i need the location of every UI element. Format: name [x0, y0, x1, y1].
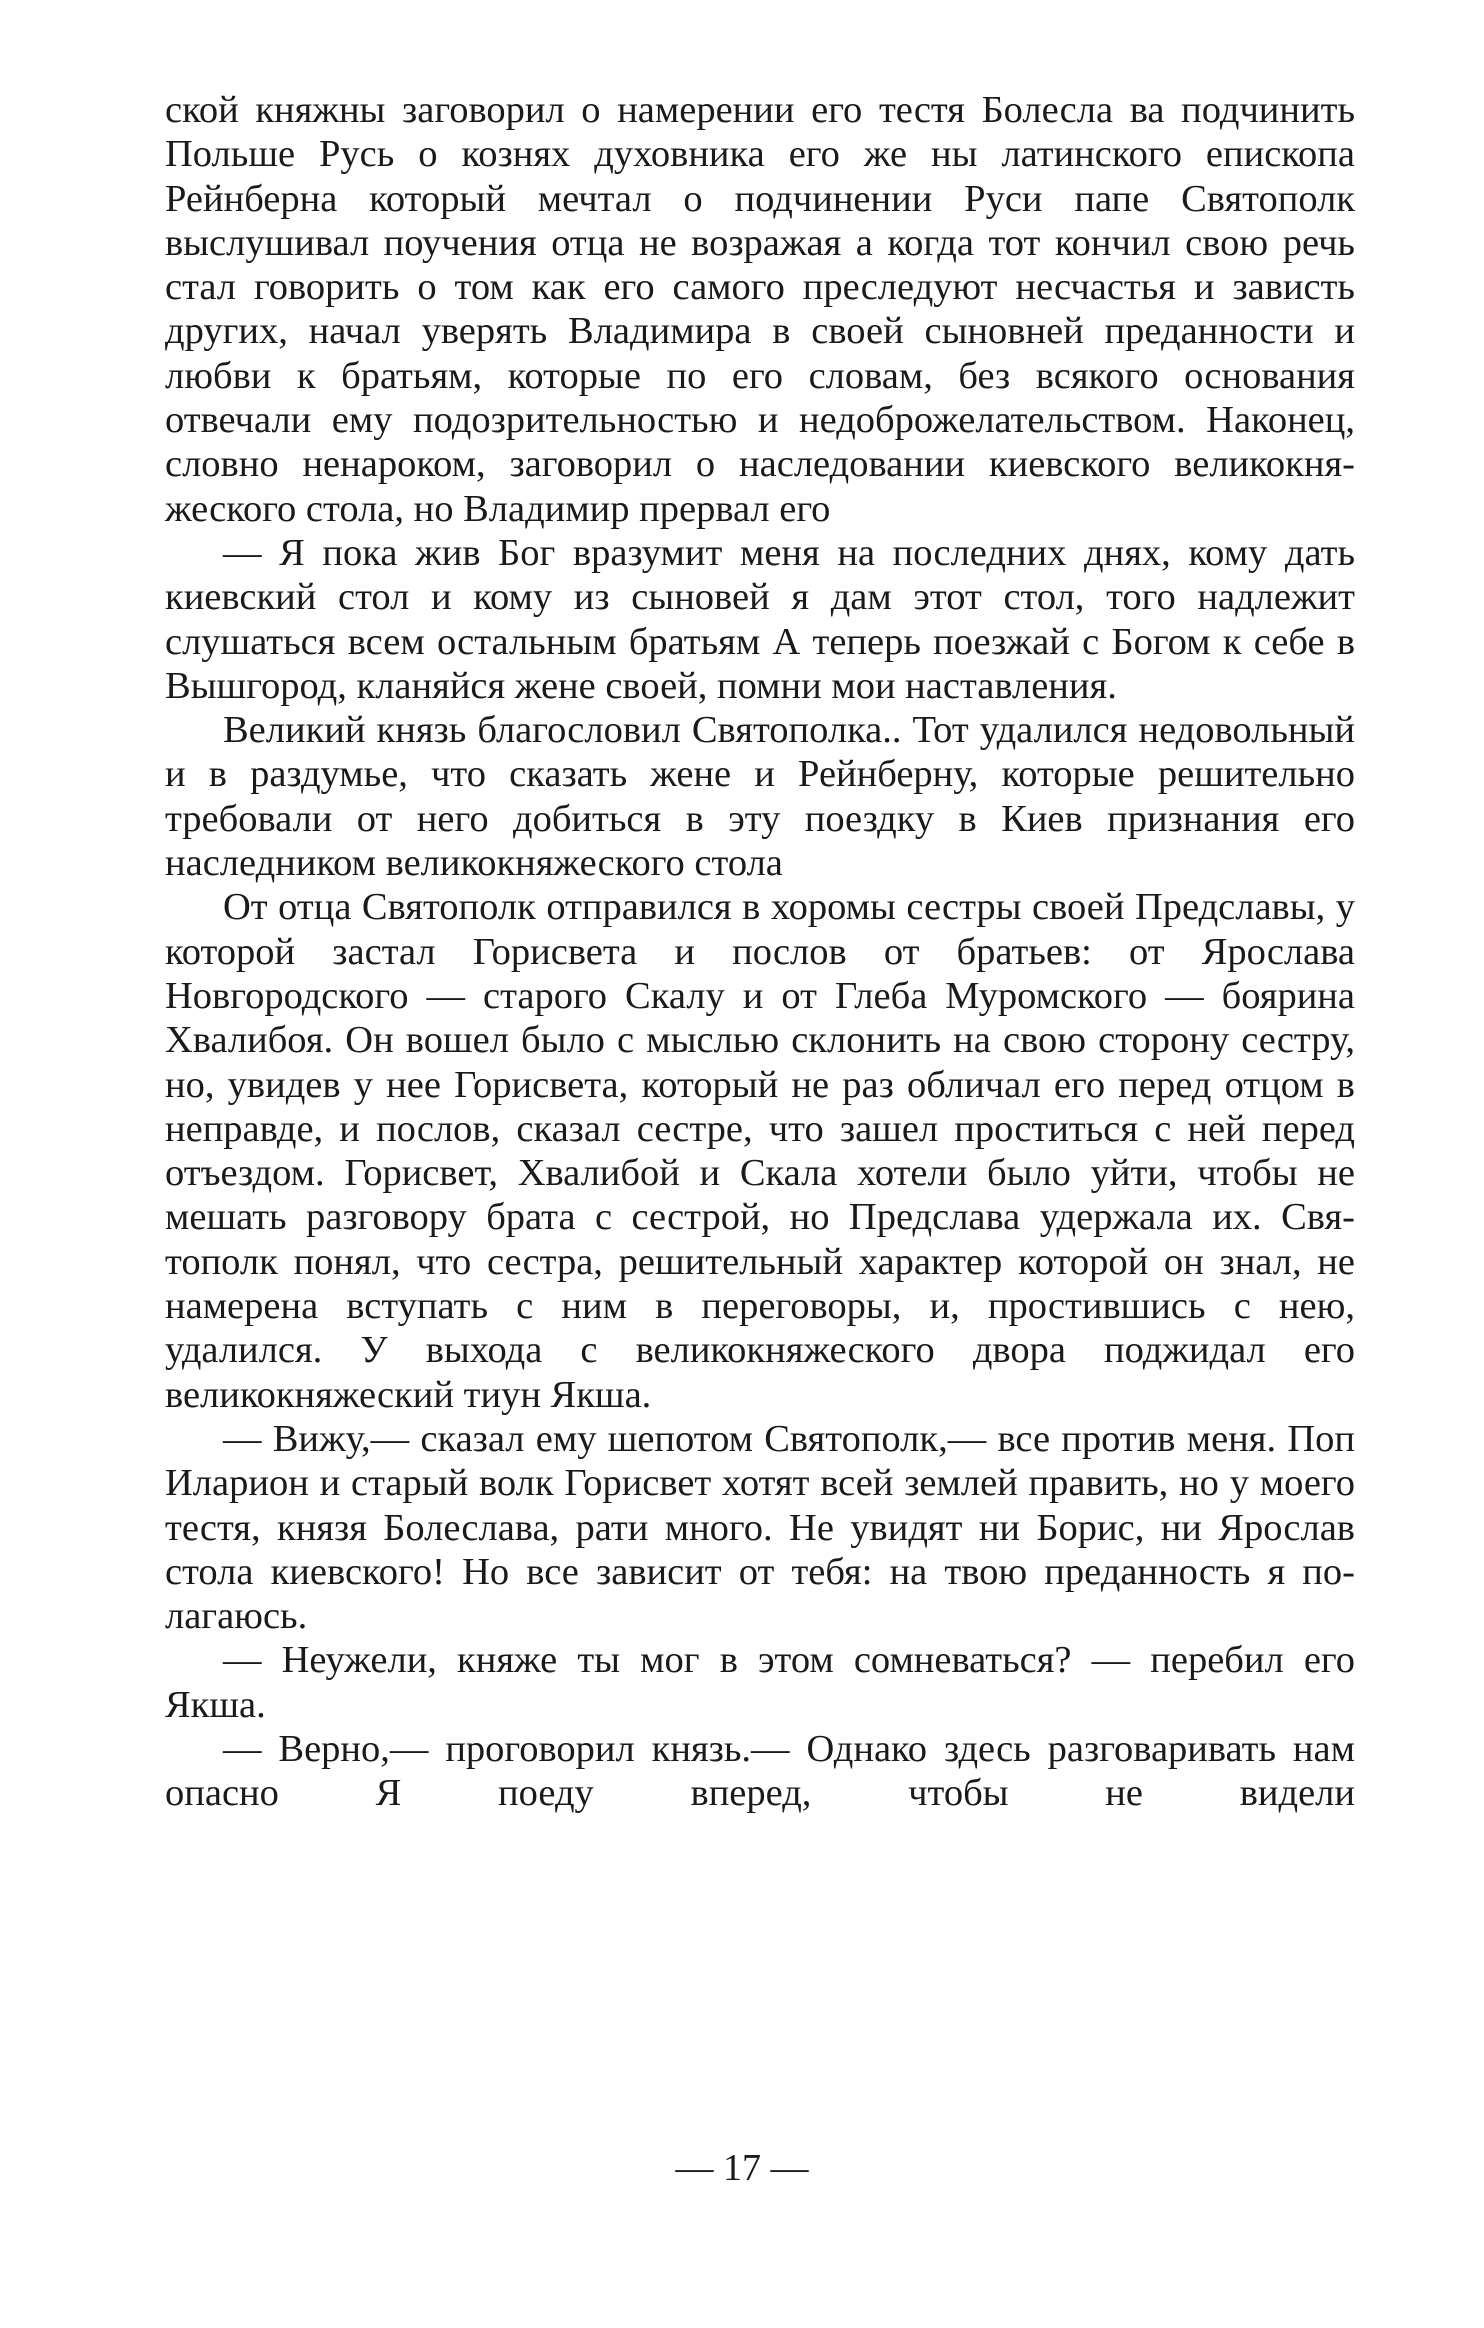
paragraph-7: — Верно,— проговорил князь.— Однако здесь разговаривать нам опасно Я поеду вперед, чтобы не видели	[165, 1727, 1355, 1815]
page-text-block	[165, 88, 1355, 1816]
paragraph-3: Великий князь благословил Святополка.. Тот удалился недовольный и в раздумье, что сказать жене и Рейнберну, которые решительно требовали от него добиться в эту поездку в Киев признания его наследником великокняжеского стола	[165, 709, 1355, 885]
paragraph-1: ской княжны заговорил о намерении его тестя Болесла ва подчинить Польше Русь о кознях духовника его же ны латинского епископа Рейнберна который мечтал о подчинении Руси папе Святополк выслушивал поучения отца не возражая а когда тот кончил свою речь стал говорить о том как его самого преследуют несчастья и зависть других, начал уверять Владимира в своей сыновней преданности и любви к братьям, которые по его словам, без всякого основания отвечали ему подозрительностью и недоброжелательством. Наконец, словно ненароком, заговорил о наследовании киевского великокняжеского стола, но Владимир прервал его	[165, 89, 1355, 530]
page-number: — 17 —	[675, 2147, 809, 2189]
paragraph-4: От отца Святополк отправился в хоромы сестры своей Предславы, у которой застал Горисвета и послов от братьев: от Ярослава Новгородского — старого Скалу и от Глеба Муромского — боярина Хвалибоя. Он вошел было с мыслью склонить на свою сторону сестру, но, увидев у нее Горисвета, который не раз обличал его перед отцом в неправде, и послов, сказал сестре, что зашел проститься с ней перед отъездом. Горисвет, Хвалибой и Скала хотели было уйти, чтобы не мешать разговору брата с сестрой, но Предслава удержала их. Святополк понял, что сестра, решительный характер которой он знал, не намерена вступать с ним в переговоры, и, простившись с нею, удалился. У выхода с великокняжеского двора поджидал его великокняжеский тиун Якша.	[165, 886, 1355, 1416]
paragraph-6: — Неужели, княже ты мог в этом сомневаться? — перебил его Якша.	[165, 1639, 1355, 1726]
paragraph-2: — Я пока жив Бог вразумит меня на последних днях, кому дать киевский стол и кому из сыновей я дам этот стол, того надлежит слушаться всем остальным братьям А теперь поезжай с Богом к себе в Вышгород, кланяйся жене своей, помни мои наставления.	[165, 531, 1355, 707]
paragraph-5: — Вижу,— сказал ему шепотом Святополк,— все против меня. Поп Иларион и старый волк Горисвет хотят всей землей править, но у моего тестя, князя Болеслава, рати много. Не увидят ни Борис, ни Ярослав стола киевского! Но все зависит от тебя: на твою преданность я полагаюсь.	[165, 1417, 1355, 1638]
